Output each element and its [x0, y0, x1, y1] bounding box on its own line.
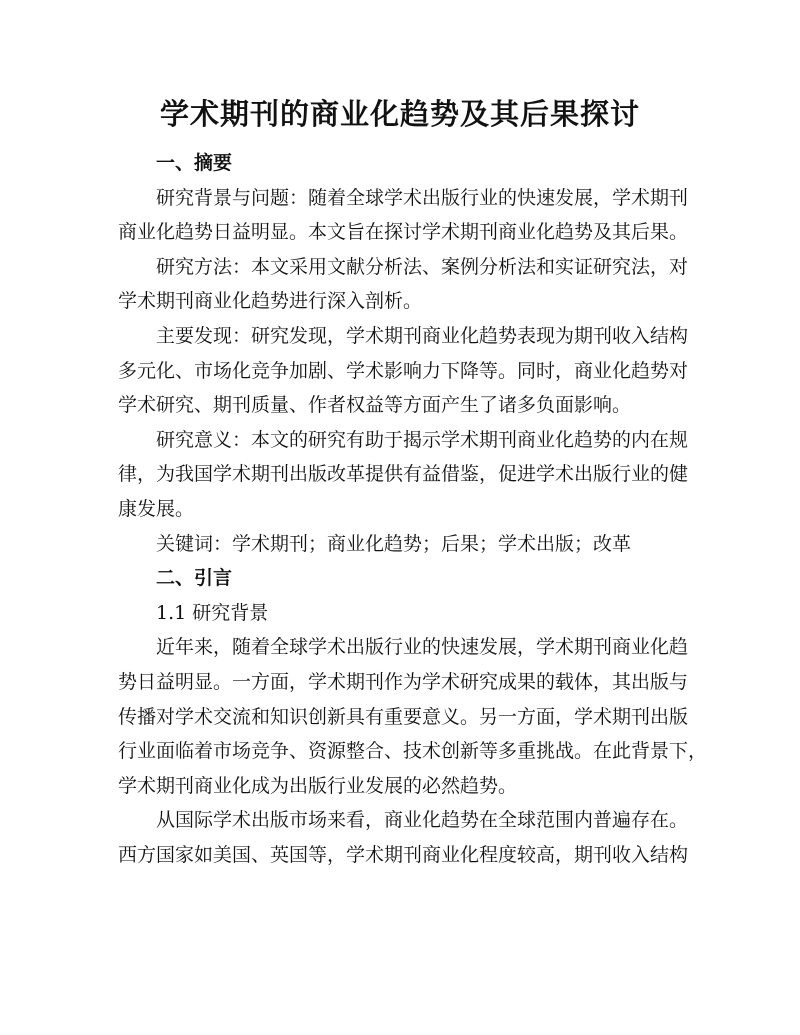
paragraph-line: 康发展。: [118, 497, 195, 520]
paragraph-line: 传播对学术交流和知识创新具有重要意义。另一方面，学术期刊出版: [118, 705, 689, 728]
paragraph-line: 势日益明显。一方面，学术期刊作为学术研究成果的载体，其出版与: [118, 670, 689, 693]
paragraph-line: 西方国家如美国、英国等，学术期刊商业化程度较高，期刊收入结构: [118, 843, 689, 866]
paragraph-line: 律，为我国学术期刊出版改革提供有益借鉴，促进学术出版行业的健: [118, 463, 689, 486]
paragraph-line: 学术期刊商业化趋势进行深入剖析。: [118, 290, 423, 313]
paragraph-line: 研究意义：本文的研究有助于揭示学术期刊商业化趋势的内在规: [156, 428, 689, 451]
paragraph-line: 主要发现：研究发现，学术期刊商业化趋势表现为期刊收入结构: [156, 324, 689, 347]
paragraph-line: 学术研究、期刊质量、作者权益等方面产生了诸多负面影响。: [118, 394, 632, 417]
section-heading-abstract: 一、摘要: [156, 152, 233, 174]
paragraph-line: 近年来，随着全球学术出版行业的快速发展，学术期刊商业化趋: [156, 636, 689, 659]
paragraph-line: 学术期刊商业化成为出版行业发展的必然趋势。: [118, 774, 518, 797]
subsection-heading: 1.1 研究背景: [156, 601, 269, 624]
paragraph-line: 研究方法：本文采用文献分析法、案例分析法和实证研究法，对: [156, 255, 689, 278]
paragraph-line: 研究背景与问题：随着全球学术出版行业的快速发展，学术期刊: [156, 186, 689, 209]
paragraph-line: 行业面临着市场竞争、资源整合、技术创新等多重挑战。在此背景下，: [118, 740, 708, 763]
keywords-line: 关键词：学术期刊；商业化趋势；后果；学术出版；改革: [156, 532, 632, 555]
paragraph-line: 从国际学术出版市场来看，商业化趋势在全球范围内普遍存在。: [156, 809, 689, 832]
paragraph-line: 多元化、市场化竞争加剧、学术影响力下降等。同时，商业化趋势对: [118, 359, 689, 382]
document-body: [118, 146, 708, 872]
section-heading-introduction: 二、引言: [156, 567, 233, 590]
page-title: 学术期刊的商业化趋势及其后果探讨: [159, 97, 640, 131]
paragraph-line: 商业化趋势日益明显。本文旨在探讨学术期刊商业化趋势及其后果。: [118, 221, 689, 244]
